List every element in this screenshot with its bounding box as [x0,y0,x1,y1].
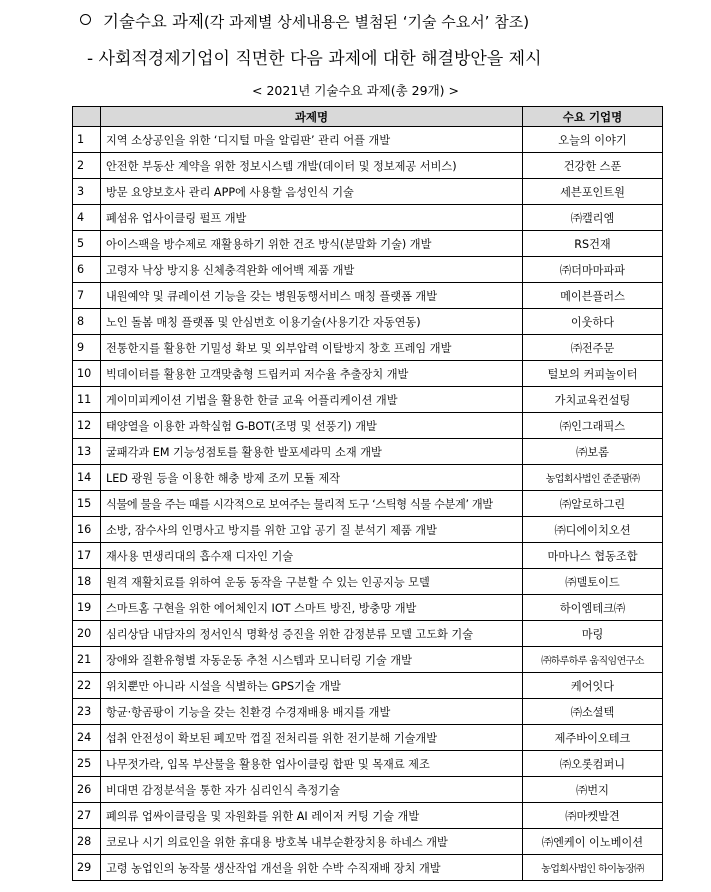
company-name: RS건재 [523,231,663,257]
company-name: ㈜인그래픽스 [523,413,663,439]
table-row [73,699,663,725]
table-row [73,205,663,231]
project-title: 재사용 면생리대의 흡수재 디자인 기술 [101,543,523,569]
company-name: 마마나스 협동조합 [523,543,663,569]
project-title: 비대면 감정분석을 통한 자가 심리인식 측정기술 [101,777,523,803]
company-name: ㈜마켓발견 [523,803,663,829]
project-title: LED 광원 등을 이용한 해충 방제 조끼 모듈 제작 [101,465,523,491]
company-name: 오늘의 이야기 [523,127,663,153]
table-row [73,153,663,179]
table-row [73,517,663,543]
project-title: 고령 농업인의 농작물 생산작업 개선을 위한 수박 수직재배 장치 개발 [101,855,523,881]
project-title: 스마트홈 구현을 위한 에어체인지 IOT 스마트 방진, 방충망 개발 [101,595,523,621]
table-row [73,803,663,829]
company-name: ㈜보롬 [523,439,663,465]
row-number: 24 [73,725,101,751]
row-number: 1 [73,127,101,153]
project-title: 섭취 안전성이 확보된 폐꼬막 껍질 전처리를 위한 전기분해 기술개발 [101,725,523,751]
row-number: 29 [73,855,101,881]
row-number: 22 [73,673,101,699]
company-name: ㈜델토이드 [523,569,663,595]
table-row [73,309,663,335]
header-title: 과제명 [101,107,523,127]
company-name: ㈜하루하루 움직임연구소 [523,647,663,673]
table-row [73,335,663,361]
project-title: 빅데이터를 활용한 고객맞춤형 드립커피 저수율 추출장치 개발 [101,361,523,387]
project-title: 심리상담 내담자의 정서인식 명확성 증진을 위한 감정분류 모델 고도화 기술 [101,621,523,647]
project-title: 태양열을 이용한 과학실험 G-BOT(조명 및 선풍기) 개발 [101,413,523,439]
table-row [73,413,663,439]
row-number: 26 [73,777,101,803]
table-row [73,647,663,673]
project-title: 코로나 시기 의료인을 위한 휴대용 방호복 내부순환장치용 하네스 개발 [101,829,523,855]
heading-note: (각 과제별 상세내용은 별첨된 ‘기술 수요서’ 참조) [203,13,530,31]
row-number: 7 [73,283,101,309]
tech-demand-table [72,106,663,881]
project-title: 장애와 질환유형별 자동운동 추천 시스템과 모니터링 기술 개발 [101,647,523,673]
company-name: 메이븐플러스 [523,283,663,309]
table-row [73,595,663,621]
project-title: 폐섬유 업사이클링 펄프 개발 [101,205,523,231]
row-number: 14 [73,465,101,491]
project-title: 식물에 물을 주는 때를 시각적으로 보여주는 물리적 도구 ‘스틱형 식물 수분계’ 개발 [101,491,523,517]
table-row [73,283,663,309]
company-name: 농업회사법인 준준팜㈜ [523,465,663,491]
table-row [73,543,663,569]
project-title: 폐의류 업싸이클링을 및 자원화를 위한 AI 레이저 커팅 기술 개발 [101,803,523,829]
company-name: 제주바이오테크 [523,725,663,751]
project-title: 원격 재활치료를 위하여 운동 동작을 구분할 수 있는 인공지능 모델 [101,569,523,595]
table-row [73,257,663,283]
table-row [73,361,663,387]
company-name: 털보의 커피놀이터 [523,361,663,387]
table-caption: < 2021년 기술수요 과제(총 29개) > [252,83,459,98]
section-heading [80,8,529,32]
row-number: 23 [73,699,101,725]
project-title: 내원예약 및 큐레이션 기능을 갖는 병원동행서비스 매칭 플랫폼 개발 [101,283,523,309]
row-number: 3 [73,179,101,205]
table-row [73,751,663,777]
company-name: ㈜번지 [523,777,663,803]
row-number: 28 [73,829,101,855]
table-row [73,465,663,491]
row-number: 20 [73,621,101,647]
project-title: 노인 돌봄 매칭 플랫폼 및 안심번호 이용기술(사용기간 자동연동) [101,309,523,335]
company-name: 이웃하다 [523,309,663,335]
header-no [73,107,101,127]
row-number: 4 [73,205,101,231]
row-number: 6 [73,257,101,283]
row-number: 18 [73,569,101,595]
table-row [73,621,663,647]
project-title: 지역 소상공인을 위한 ‘디지털 마을 알림판’ 관리 어플 개발 [101,127,523,153]
project-title: 전통한지를 활용한 기밀성 확보 및 외부압력 이탈방지 창호 프레임 개발 [101,335,523,361]
project-title: 소방, 잠수사의 인명사고 방지를 위한 고압 공기 질 분석기 제품 개발 [101,517,523,543]
row-number: 9 [73,335,101,361]
row-number: 11 [73,387,101,413]
company-name: ㈜캘리엠 [523,205,663,231]
row-number: 21 [73,647,101,673]
company-name: ㈜디에이치오션 [523,517,663,543]
header-company: 수요 기업명 [523,107,663,127]
project-title: 안전한 부동산 계약을 위한 정보시스템 개발(데이터 및 정보제공 서비스) [101,153,523,179]
row-number: 13 [73,439,101,465]
company-name: 하이엠테크㈜ [523,595,663,621]
company-name: ㈜소셜텍 [523,699,663,725]
table-header-row [73,107,663,127]
circle-bullet-icon [80,14,91,25]
company-name: ㈜오롯컴퍼니 [523,751,663,777]
table-row [73,673,663,699]
row-number: 16 [73,517,101,543]
table-row [73,829,663,855]
row-number: 19 [73,595,101,621]
table-row [73,439,663,465]
table-row [73,569,663,595]
table-row [73,855,663,881]
company-name: 가치교육컨설팅 [523,387,663,413]
project-title: 나무젓가락, 입목 부산물을 활용한 업사이클링 합판 및 목재료 제조 [101,751,523,777]
row-number: 2 [73,153,101,179]
row-number: 8 [73,309,101,335]
table-row [73,127,663,153]
project-title: 게이미피케이션 기법을 활용한 한글 교육 어플리케이션 개발 [101,387,523,413]
heading-main: 기술수요 과제 [103,12,204,31]
table-row [73,777,663,803]
table-row [73,725,663,751]
row-number: 10 [73,361,101,387]
company-name: ㈜더마마파파 [523,257,663,283]
project-title: 고령자 낙상 방지용 신체충격완화 에어백 제품 개발 [101,257,523,283]
company-name: 농업회사법인 하이농장㈜ [523,855,663,881]
row-number: 17 [73,543,101,569]
company-name: ㈜엔케이 이노베이션 [523,829,663,855]
project-title: 방문 요양보호사 관리 APP에 사용할 음성인식 기술 [101,179,523,205]
table-row [73,387,663,413]
row-number: 5 [73,231,101,257]
table-row [73,179,663,205]
company-name: 세븐포인트원 [523,179,663,205]
row-number: 15 [73,491,101,517]
project-title: 위치뿐만 아니라 시설을 식별하는 GPS기술 개발 [101,673,523,699]
company-name: ㈜알로하그린 [523,491,663,517]
row-number: 27 [73,803,101,829]
company-name: 마링 [523,621,663,647]
company-name: 케어잇다 [523,673,663,699]
table-row [73,231,663,257]
sub-heading: - 사회적경제기업이 직면한 다음 과제에 대한 해결방안을 제시 [87,49,542,69]
company-name: 건강한 스푼 [523,153,663,179]
project-title: 아이스팩을 방수제로 재활용하기 위한 건조 방식(분말화 기술) 개발 [101,231,523,257]
project-title: 항균·항곰팡이 기능을 갖는 친환경 수경재배용 배지를 개발 [101,699,523,725]
project-title: 굴패각과 EM 기능성점토를 활용한 발포세라믹 소재 개발 [101,439,523,465]
row-number: 12 [73,413,101,439]
company-name: ㈜전주문 [523,335,663,361]
table-row [73,491,663,517]
row-number: 25 [73,751,101,777]
